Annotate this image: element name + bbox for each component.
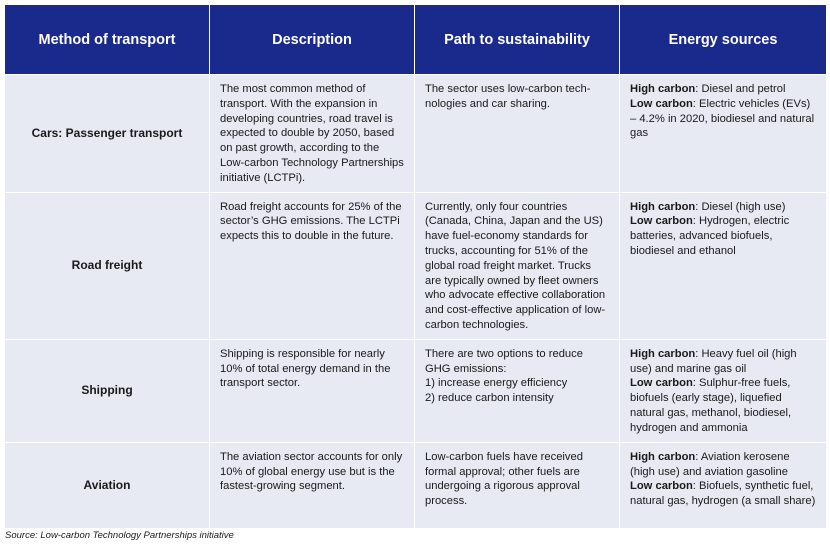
transport-mode: Shipping: [5, 340, 209, 442]
low-carbon-text: : Hydrogen, electric batteries, advanced biofuels, biodiesel and ethanol: [630, 215, 790, 257]
path-item: 2) reduce carbon intensity: [425, 392, 554, 405]
table-row: [5, 193, 826, 339]
path-cell: Low-carbon fuels have received formal approval; other fuels are undergoing a rigorous approval process.: [415, 443, 619, 528]
high-carbon-label: High carbon: [630, 200, 696, 213]
low-carbon-label: Low carbon: [630, 97, 693, 110]
table-row: [5, 443, 826, 528]
low-carbon-label: Low carbon: [630, 377, 693, 390]
low-carbon-label: Low carbon: [630, 215, 693, 228]
header-path: Path to sustainability: [415, 5, 619, 74]
low-carbon-text: : Sulphur-free fuels, biofuels (early stage), liquefied natural gas, methanol, biodiesel, hydrogen and ammonia: [630, 377, 792, 434]
high-carbon-text: : Aviation kerosene (high use) and aviation gasoline: [630, 450, 790, 478]
transport-table-container: [4, 4, 826, 529]
low-carbon-text: : Biofuels, synthetic fuel, natural gas, hydrogen (a small share): [630, 480, 816, 508]
header-method: Method of transport: [5, 5, 209, 74]
low-carbon-text: : Electric vehicles (EVs) – 4.2% in 2020, biodiesel and natural gas: [630, 97, 815, 140]
high-carbon-text: : Heavy fuel oil (high use) and marine gas oil: [630, 347, 797, 375]
energy-cell: [620, 75, 826, 192]
description-cell: Shipping is responsible for nearly 10% of total energy demand in the transport sector.: [210, 340, 414, 442]
energy-cell: [620, 340, 826, 442]
description-cell: Road freight accounts for 25% of the sector’s GHG emissions. The LCTPi expects this to double in the future.: [210, 193, 414, 339]
table-row: [5, 340, 826, 442]
transport-mode: Road freight: [5, 193, 209, 339]
energy-cell: [620, 443, 826, 528]
header-row: [5, 5, 826, 74]
energy-cell: [620, 193, 826, 339]
high-carbon-text: : Diesel (high use): [695, 200, 786, 213]
header-description: Description: [210, 5, 414, 74]
source-note: Source: Low-carbon Technology Partnerships initiative: [5, 530, 234, 541]
path-cell: [415, 340, 619, 442]
transport-mode: Aviation: [5, 443, 209, 528]
path-cell: The sector uses low-carbon technologies and car sharing.: [415, 75, 619, 192]
high-carbon-label: High carbon: [630, 347, 696, 360]
path-cell: Currently, only four countries (Canada, China, Japan and the US) have fuel-economy standards for trucks, accounting for 51% of the global road freight market. Trucks are typically owned by fleet owners who advocate effective collaboration and cost-effective application of low-carbon technologies.: [415, 193, 619, 339]
transport-table: [4, 4, 827, 529]
low-carbon-label: Low carbon: [630, 480, 693, 493]
header-energy: Energy sources: [620, 5, 826, 74]
high-carbon-text: : Diesel and petrol: [695, 83, 786, 95]
high-carbon-label: High carbon: [630, 83, 696, 95]
table-row: [5, 75, 826, 192]
high-carbon-label: High carbon: [630, 450, 696, 463]
description-cell: The most common method of transport. With the expansion in developing countries, road travel is expected to double by 2050, based on past growth, according to the Low-carbon Technology Partnerships initiative (LCTPi).: [210, 75, 414, 192]
transport-mode: Cars: Passenger transport: [5, 75, 209, 192]
description-cell: The aviation sector accounts for only 10% of global energy use but is the fastest-growing segment.: [210, 443, 414, 528]
path-item: 1) increase energy efficiency: [425, 377, 568, 390]
path-intro: There are two options to reduce GHG emissions:: [425, 347, 583, 375]
